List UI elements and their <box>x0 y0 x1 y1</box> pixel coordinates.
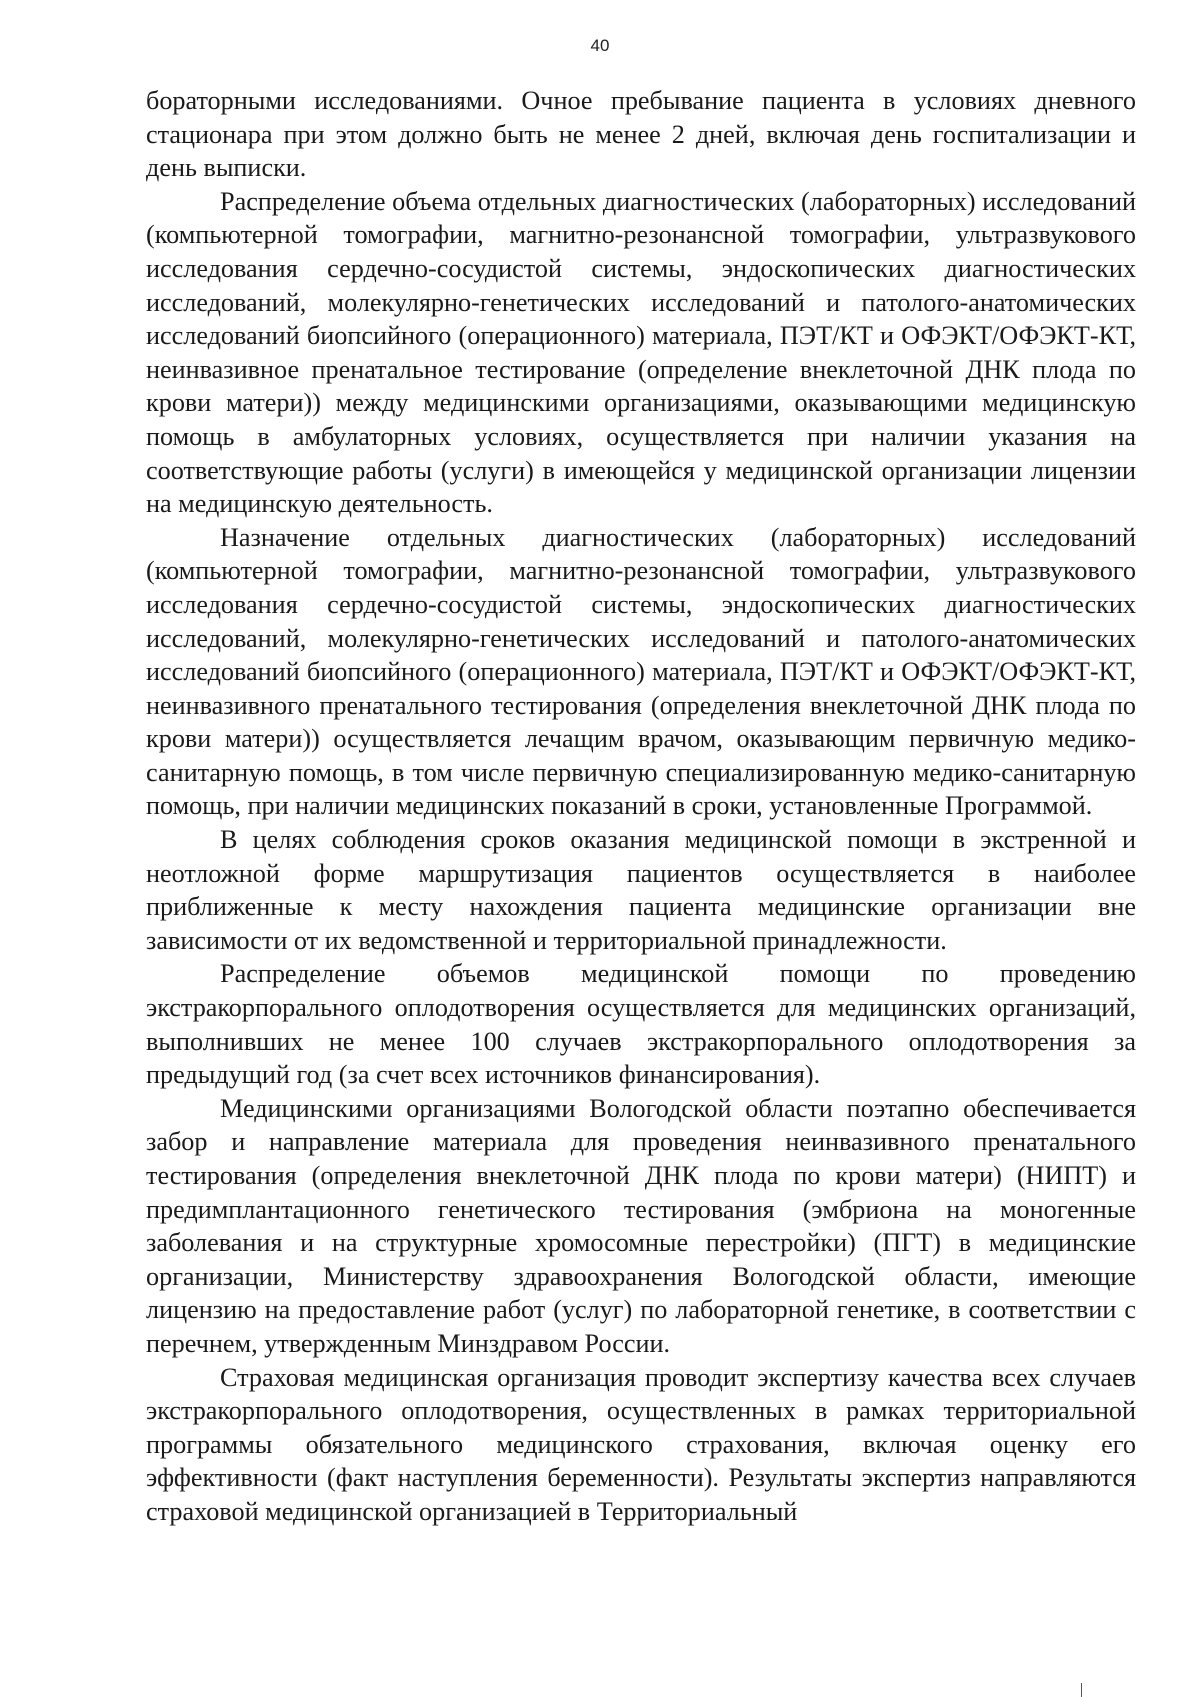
paragraph-ivf-quality-expertise: Страховая медицинская организация проводит экспертизу качества всех случаев экстракорпорального оплодотворения, осуществленных в рамках территориальной программы обязательного медицинского страхования, включая оценку его эффективности (факт наступления беременности). Результаты экспертиз направляются страховой медицинской организацией в Территориальный <box>146 1362 1136 1526</box>
paragraph-emergency-routing: В целях соблюдения сроков оказания медицинской помощи в экстренной и неотложной форме маршрутизация пациентов осуществляется в наиболее приближенные к месту нахождения пациента медицинские организации вне зависимости от их ведомственной и территориальной принадлежности. <box>146 825 1136 955</box>
paragraph-diagnostic-distribution: Распределение объема отдельных диагностических (лабораторных) исследований (компьютерной томографии, магнитно-резонансной томографии, ультразвукового исследования сердечно-сосудистой системы, эндоскопических диагностических исследований, молекулярно-генетических исследований и патолого-анатомических исследований биопсийного (операционного) материала, ПЭТ/КТ и ОФЭКТ/ОФЭКТ-КТ, неинвазивное пренатальное тестирование (определение внеклеточной ДНК плода по крови матери)) между медицинскими организациями, оказывающими медицинскую помощь в амбулаторных условиях, осуществляется при наличии указания на соответствующие работы (услуги) в имеющейся у медицинской организации лицензии на медицинскую деятельность. <box>146 186 1136 519</box>
paragraph-genetic-testing: Медицинскими организациями Вологодской области поэтапно обеспечивается забор и направление материала для проведения неинвазивного пренатального тестирования (определения внеклеточной ДНК плода по крови матери) (НИПТ) и предимплантационного генетического тестирования (эмбриона на моногенные заболевания и на структурные хромосомные перестройки) (ПГТ) в медицинские организации, Министерству здравоохранения Вологодской области, имеющие лицензию на предоставление работ (услуг) по лабораторной генетике, в соответствии с перечнем, утвержденным Минздравом России. <box>146 1093 1136 1358</box>
page-number: 40 <box>590 36 610 55</box>
scan-edge-mark <box>1081 1683 1082 1697</box>
paragraph-diagnostic-prescription: Назначение отдельных диагностических (лабораторных) исследований (компьютерной томографии, магнитно-резонансной томографии, ультразвукового исследования сердечно-сосудистой системы, эндоскопических диагностических исследований, молекулярно-генетических исследований и патолого-анатомических исследований биопсийного (операционного) материала, ПЭТ/КТ и ОФЭКТ/ОФЭКТ-КТ, неинвазивного пренатального тестирования (определения внеклеточной ДНК плода по крови матери)) осуществляется лечащим врачом, оказывающим первичную медико-санитарную помощь, в том числе первичную специализированную медико-санитарную помощь, при наличии медицинских показаний в сроки, установленные Программой. <box>146 522 1136 821</box>
document-body <box>146 84 1136 1529</box>
paragraph-continuation: бораторными исследованиями. Очное пребывание пациента в условиях дневного стационара при этом должно быть не менее 2 дней, включая день госпитализации и день выписки. <box>146 86 1136 183</box>
paragraph-ivf-volume-distribution: Распределение объемов медицинской помощи по проведению экстракорпорального оплодотворения осуществляется для медицинских организаций, выполнивших не менее 100 случаев экстракорпорального оплодотворения за предыдущий год (за счет всех источников финансирования). <box>146 959 1136 1090</box>
